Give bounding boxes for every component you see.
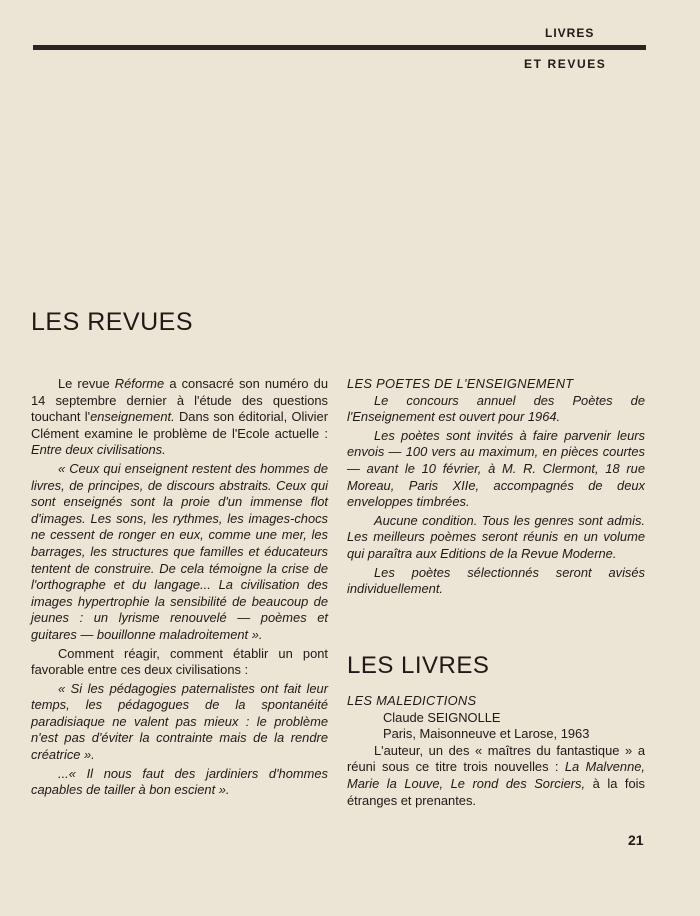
- poetes-section-title: LES POETES DE L'ENSEIGNEMENT: [347, 376, 574, 391]
- poetes-paragraph-4: Les poètes sélectionnés seront avisés individuellement.: [347, 564, 645, 597]
- poetes-paragraph-2: Les poètes sont invités à faire parvenir leurs envois — 100 vers au maximum, en pièces courtes — avant le 10 février, à M. R. Clermont, 18 rue Moreau, Paris XIIe, accompagnés de deux enveloppes timbrées.: [347, 427, 645, 510]
- story-titles: La Malvenne, Marie la Louve, Le rond des Sorciers,: [347, 759, 645, 791]
- section-title-revues: LES REVUES: [31, 308, 194, 336]
- text-run: a consacré son numéro du 14 septembre dernier à l'étude des questions touchant l': [31, 376, 328, 425]
- poetes-paragraph-3: Aucune condition. Tous les genres sont admis. Les meilleurs poèmes seront réunis en un volume qui paraîtra aux Editions de la Revue Moderne.: [347, 512, 645, 561]
- quote-paragraph-2: « Si les pédagogies paternalistes ont fait leur temps, les pédagogues de la spontanéité paradisiaque ne valent pas mieux : le problème n'est pas d'éviter la contrainte mais de la rendre créatrice ».: [31, 680, 328, 763]
- editorial-title: Entre deux civilisations.: [31, 442, 166, 458]
- poetes-body: [347, 393, 645, 598]
- section-title-livres: LES LIVRES: [347, 652, 490, 679]
- page-number: 21: [628, 832, 644, 848]
- right-column-livres: [347, 693, 645, 809]
- text-run: Dans son éditorial, Olivier Clément examine le problème de l'Ecole actuelle :: [31, 409, 328, 441]
- book-review-paragraph: [347, 743, 645, 809]
- book-title: LES MALEDICTIONS: [347, 693, 477, 708]
- poetes-paragraph-1: Le concours annuel des Poètes de l'Enseignement est ouvert pour 1964.: [347, 392, 645, 425]
- revues-paragraph-2: Comment réagir, comment établir un pont favorable entre ces deux civilisations :: [31, 645, 328, 678]
- emphasis: enseignement.: [90, 409, 175, 425]
- text-run: Le revue: [58, 376, 115, 391]
- running-header-et-revues: ET REVUES: [524, 57, 607, 71]
- revues-intro-paragraph: [31, 376, 328, 459]
- right-column-poetes: [347, 376, 645, 598]
- journal-name: Réforme: [114, 376, 165, 391]
- text-run: à la fois étranges et prenantes.: [347, 775, 645, 808]
- header-rule: [33, 45, 646, 50]
- quote-paragraph-1: « Ceux qui enseignent restent des hommes de livres, de principes, de discours abstraits. Ceux qui sont enseignés sont la proie d'un immense flot d'images. Les sons, les rythmes, les images-chocs ne cessent de ronger en eux, comme une mer, les barrages, les structures que familles et éducateurs tentent de construire. De cela témoigne la crise de l'orthographe et du langage... La civilisation des images hypertrophie la sensibilité de beaucoup de jeunes : un lyrisme renouvelé — poèmes et guitares — bouillonne maladroitement ».: [31, 460, 328, 642]
- left-column: [31, 376, 328, 799]
- book-publisher: Paris, Maisonneuve et Larose, 1963: [383, 726, 590, 742]
- book-author: Claude SEIGNOLLE: [383, 709, 501, 725]
- quote-paragraph-3: ...« Il nous faut des jardiniers d'hommes capables de tailler à bon escient ».: [31, 765, 328, 798]
- running-header-livres: LIVRES: [545, 26, 595, 40]
- text-run: L'auteur, un des « maîtres du fantastique » a réuni sous ce titre trois nouvelles :: [347, 742, 645, 775]
